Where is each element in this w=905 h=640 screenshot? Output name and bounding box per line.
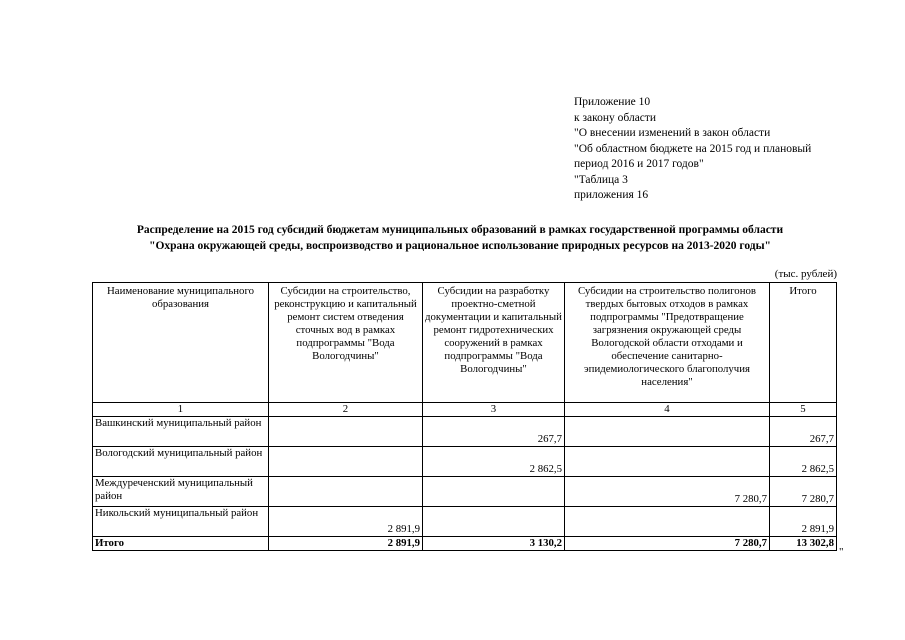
appendix-line: "О внесении изменений в закон области — [574, 127, 771, 139]
column-number: 3 — [423, 403, 565, 417]
value-hydro: 267,7 — [423, 417, 565, 447]
table-total-row — [93, 537, 837, 551]
column-number: 4 — [565, 403, 770, 417]
value-landfill — [565, 507, 770, 537]
header-municipality: Наименование муниципального образования — [93, 283, 269, 403]
value-landfill — [565, 447, 770, 477]
municipality-name: Вологодский муниципальный район — [93, 447, 269, 477]
column-number: 1 — [93, 403, 269, 417]
appendix-line: "Таблица 3 — [574, 173, 628, 186]
value-sewage — [269, 417, 423, 447]
value-total: 2 862,5 — [770, 447, 837, 477]
municipality-name: Междуреченский муниципальный район — [93, 477, 269, 507]
value-total: 2 891,9 — [770, 507, 837, 537]
appendix-header — [574, 95, 874, 204]
table-row — [93, 507, 837, 537]
value-sewage: 2 891,9 — [269, 507, 423, 537]
total-landfill: 7 280,7 — [565, 537, 770, 551]
value-sewage — [269, 447, 423, 477]
value-landfill: 7 280,7 — [565, 477, 770, 507]
value-hydro — [423, 507, 565, 537]
value-sewage — [269, 477, 423, 507]
grand-total: 13 302,8 — [770, 537, 837, 551]
municipality-name: Никольский муниципальный район — [93, 507, 269, 537]
total-sewage: 2 891,9 — [269, 537, 423, 551]
column-number-row — [93, 403, 837, 417]
municipality-name: Вашкинский муниципальный район — [93, 417, 269, 447]
table-row — [93, 417, 837, 447]
units-label: (тыс. рублей) — [774, 268, 837, 280]
document-title — [90, 223, 830, 254]
appendix-line: "Об областном бюджете на 2015 год и плановый — [574, 142, 812, 155]
column-number: 5 — [770, 403, 837, 417]
appendix-line: Приложение 10 — [574, 96, 651, 108]
total-label: Итого — [93, 537, 269, 551]
closing-quote: " — [839, 546, 844, 558]
header-hydro-subsidies: Субсидии на разработку проектно-сметной документации и капитальный ремонт гидротехнических сооружений в рамках подпрограммы "Вода Вологодчины" — [423, 283, 565, 403]
appendix-line: период 2016 и 2017 годов" — [574, 158, 704, 170]
table-row — [93, 447, 837, 477]
subsidies-table — [92, 282, 837, 551]
value-landfill — [565, 417, 770, 447]
table-row — [93, 477, 837, 507]
header-landfill-subsidies: Субсидии на строительство полигонов твердых бытовых отходов в рамках подпрограммы "Предотвращение загрязнения окружающей среды Вологодской области отходами и обеспечение санитарно-эпидемиологического благополучия населения" — [565, 283, 770, 403]
table-header-row — [93, 283, 837, 403]
appendix-line: приложения 16 — [574, 189, 649, 201]
title-line-1: Распределение на 2015 год субсидий бюджетам муниципальных образований в рамках государственной программы области — [136, 224, 784, 236]
header-sewage-subsidies: Субсидии на строительство, реконструкцию и капитальный ремонт систем отведения сточных вод в рамках подпрограммы "Вода Вологодчины" — [269, 283, 423, 403]
value-total: 267,7 — [770, 417, 837, 447]
total-hydro: 3 130,2 — [423, 537, 565, 551]
appendix-line: к закону области — [574, 111, 657, 124]
title-line-2: "Охрана окружающей среды, воспроизводство и рациональное использование природных ресурсов на 2013-2020 годы" — [149, 239, 771, 252]
value-total: 7 280,7 — [770, 477, 837, 507]
value-hydro — [423, 477, 565, 507]
value-hydro: 2 862,5 — [423, 447, 565, 477]
header-total: Итого — [770, 283, 837, 403]
column-number: 2 — [269, 403, 423, 417]
